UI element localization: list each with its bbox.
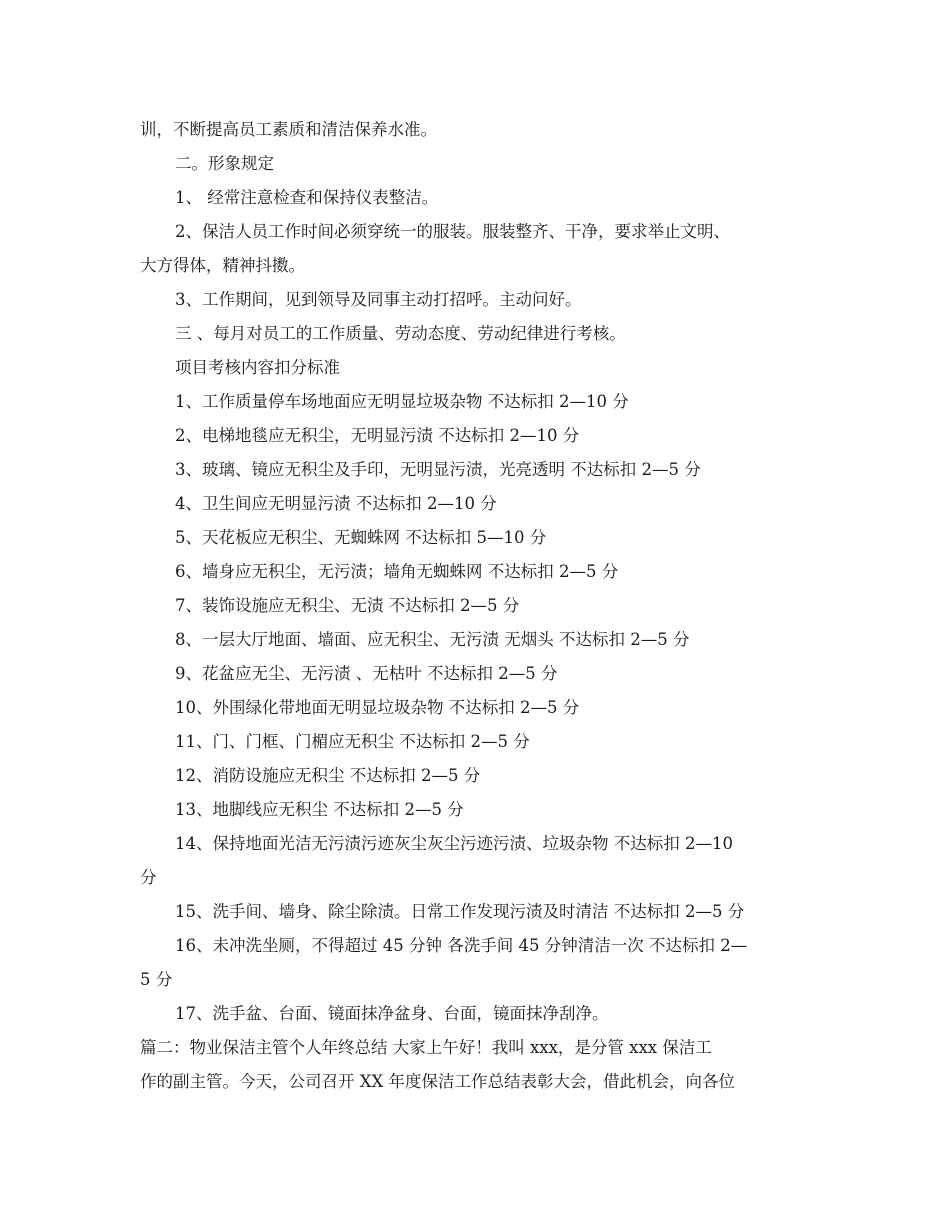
list-item: 3、玻璃、镜应无积尘及手印，无明显污渍，光亮透明 不达标扣 2—5 分 [175, 460, 701, 479]
list-item: 15、洗手间、墙身、除尘除渍。日常工作发现污渍及时清洁 不达标扣 2—5 分 [175, 902, 745, 921]
list-item: 8、一层大厅地面、墙面、应无积尘、无污渍 无烟头 不达标扣 2—5 分 [175, 630, 690, 649]
list-item: 1、 经常注意检查和保持仪表整洁。 [175, 188, 439, 207]
text-line: 分 [140, 868, 157, 887]
text-line: 大方得体，精神抖擞。 [140, 256, 305, 275]
list-item: 2、保洁人员工作时间必须穿统一的服装。服装整齐、干净，要求举止文明、 [175, 222, 730, 241]
list-item: 16、未冲洗坐厕，不得超过 45 分钟 各洗手间 45 分钟清洁一次 不达标扣 2— [175, 936, 748, 955]
text-line: 作的副主管。今天，公司召开 XX 年度保洁工作总结表彰大会，借此机会，向各位 [140, 1072, 735, 1091]
list-item: 1、工作质量停车场地面应无明显垃圾杂物 不达标扣 2—10 分 [175, 392, 629, 411]
section-title: 篇二：物业保洁主管个人年终总结 大家上午好！我叫 xxx，是分管 xxx 保洁工 [140, 1038, 712, 1057]
list-item: 13、地脚线应无积尘 不达标扣 2—5 分 [175, 800, 464, 819]
list-item: 14、保持地面光洁无污渍污迹灰尘灰尘污迹污渍、垃圾杂物 不达标扣 2—10 [175, 834, 733, 853]
list-item: 6、墙身应无积尘，无污渍；墙角无蜘蛛网 不达标扣 2—5 分 [175, 562, 619, 581]
list-item: 12、消防设施应无积尘 不达标扣 2—5 分 [175, 766, 481, 785]
section-heading: 三 、每月对员工的工作质量、劳动态度、劳动纪律进行考核。 [175, 324, 626, 343]
list-item: 4、卫生间应无明显污渍 不达标扣 2—10 分 [175, 494, 497, 513]
text-line: 5 分 [140, 970, 173, 989]
list-item: 17、洗手盆、台面、镜面抹净盆身、台面，镜面抹净刮净。 [175, 1004, 609, 1023]
list-item: 7、装饰设施应无积尘、无渍 不达标扣 2—5 分 [175, 596, 520, 615]
list-item: 11、门、门框、门楣应无积尘 不达标扣 2—5 分 [175, 732, 530, 751]
list-item: 9、花盆应无尘、无污渍 、无枯叶 不达标扣 2—5 分 [175, 664, 558, 683]
list-item: 2、电梯地毯应无积尘，无明显污渍 不达标扣 2—10 分 [175, 426, 580, 445]
table-heading: 项目考核内容扣分标准 [175, 358, 340, 377]
list-item: 3、工作期间，见到领导及同事主动打招呼。主动问好。 [175, 290, 582, 309]
section-heading: 二。形象规定 [175, 154, 274, 173]
list-item: 5、天花板应无积尘、无蜘蛛网 不达标扣 5—10 分 [175, 528, 547, 547]
list-item: 10、外围绿化带地面无明显垃圾杂物 不达标扣 2—5 分 [175, 698, 580, 717]
text-line: 训，不断提高员工素质和清洁保养水准。 [140, 120, 437, 139]
